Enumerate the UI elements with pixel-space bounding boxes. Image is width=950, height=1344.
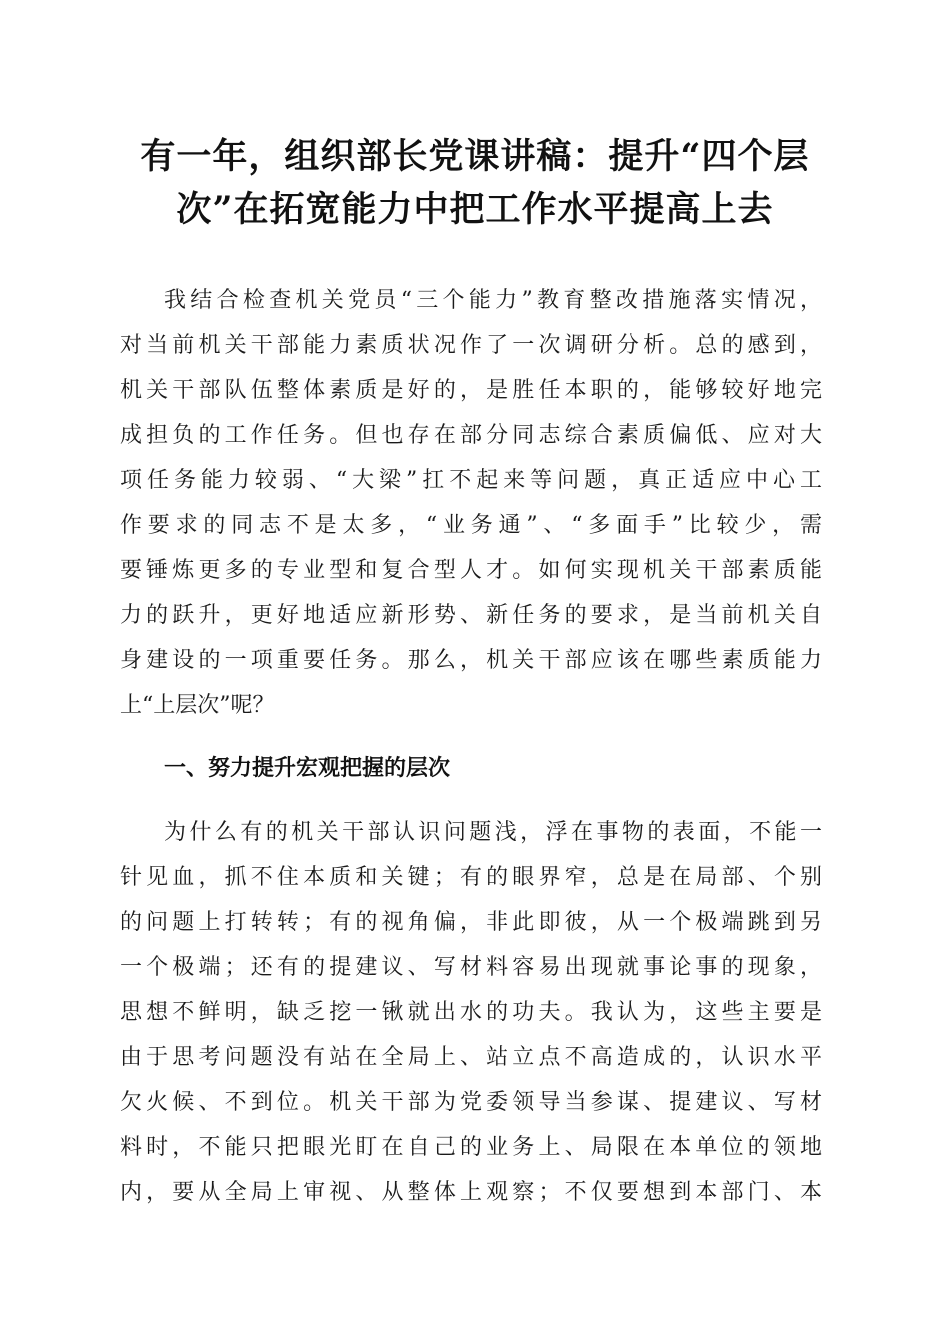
- text-line: 作要求的同志不是太多，“业务通”、“多面手”比较少，需: [120, 513, 822, 538]
- text-line: 思想不鲜明，缺乏挖一锹就出水的功夫。我认为，这些主要是: [120, 999, 822, 1025]
- text-line: 一个极端；还有的提建议、写材料容易出现就事论事的现象，: [120, 954, 822, 980]
- text-line: 由于思考问题没有站在全局上、站立点不高造成的，认识水平: [120, 1044, 822, 1070]
- section-heading: 一、努力提升宏观把握的层次: [164, 756, 451, 782]
- text-line: 料时，不能只把眼光盯在自己的业务上、局限在本单位的领地: [120, 1134, 822, 1160]
- text-line: 内，要从全局上审视、从整体上观察；不仅要想到本部门、本: [120, 1179, 822, 1205]
- text-line: 成担负的工作任务。但也存在部分同志综合素质偏低、应对大: [120, 423, 822, 448]
- text-line: 上“上层次”呢？: [120, 693, 275, 718]
- text-line: 我结合检查机关党员“三个能力”教育整改措施落实情况，: [164, 288, 822, 313]
- document-title: [100, 130, 850, 236]
- text-line: 的问题上打转转；有的视角偏，非此即彼，从一个极端跳到另: [120, 909, 822, 935]
- text-line: 机关干部队伍整体素质是好的，是胜任本职的，能够较好地完: [120, 378, 822, 403]
- text-line: 针见血，抓不住本质和关键；有的眼界窄，总是在局部、个别: [120, 864, 822, 890]
- document-body: [120, 278, 822, 1215]
- text-line: 要锤炼更多的专业型和复合型人才。如何实现机关干部素质能: [120, 558, 822, 583]
- text-line: 项任务能力较弱、“大梁”扛不起来等问题，真正适应中心工: [120, 468, 822, 493]
- text-line: 对当前机关干部能力素质状况作了一次调研分析。总的感到，: [120, 333, 822, 358]
- paragraph-2: [120, 810, 822, 1215]
- text-line: 为什么有的机关干部认识问题浅，浮在事物的表面，不能一: [164, 819, 822, 845]
- title-line: 有一年，组织部长党课讲稿：提升“四个层: [140, 136, 810, 177]
- text-line: 身建设的一项重要任务。那么，机关干部应该在哪些素质能力: [120, 648, 822, 673]
- text-line: 力的跃升，更好地适应新形势、新任务的要求，是当前机关自: [120, 603, 822, 628]
- text-line: 欠火候、不到位。机关干部为党委领导当参谋、提建议、写材: [120, 1089, 822, 1115]
- paragraph-1: [120, 278, 822, 728]
- title-line: 次”在拓宽能力中把工作水平提高上去: [176, 189, 774, 230]
